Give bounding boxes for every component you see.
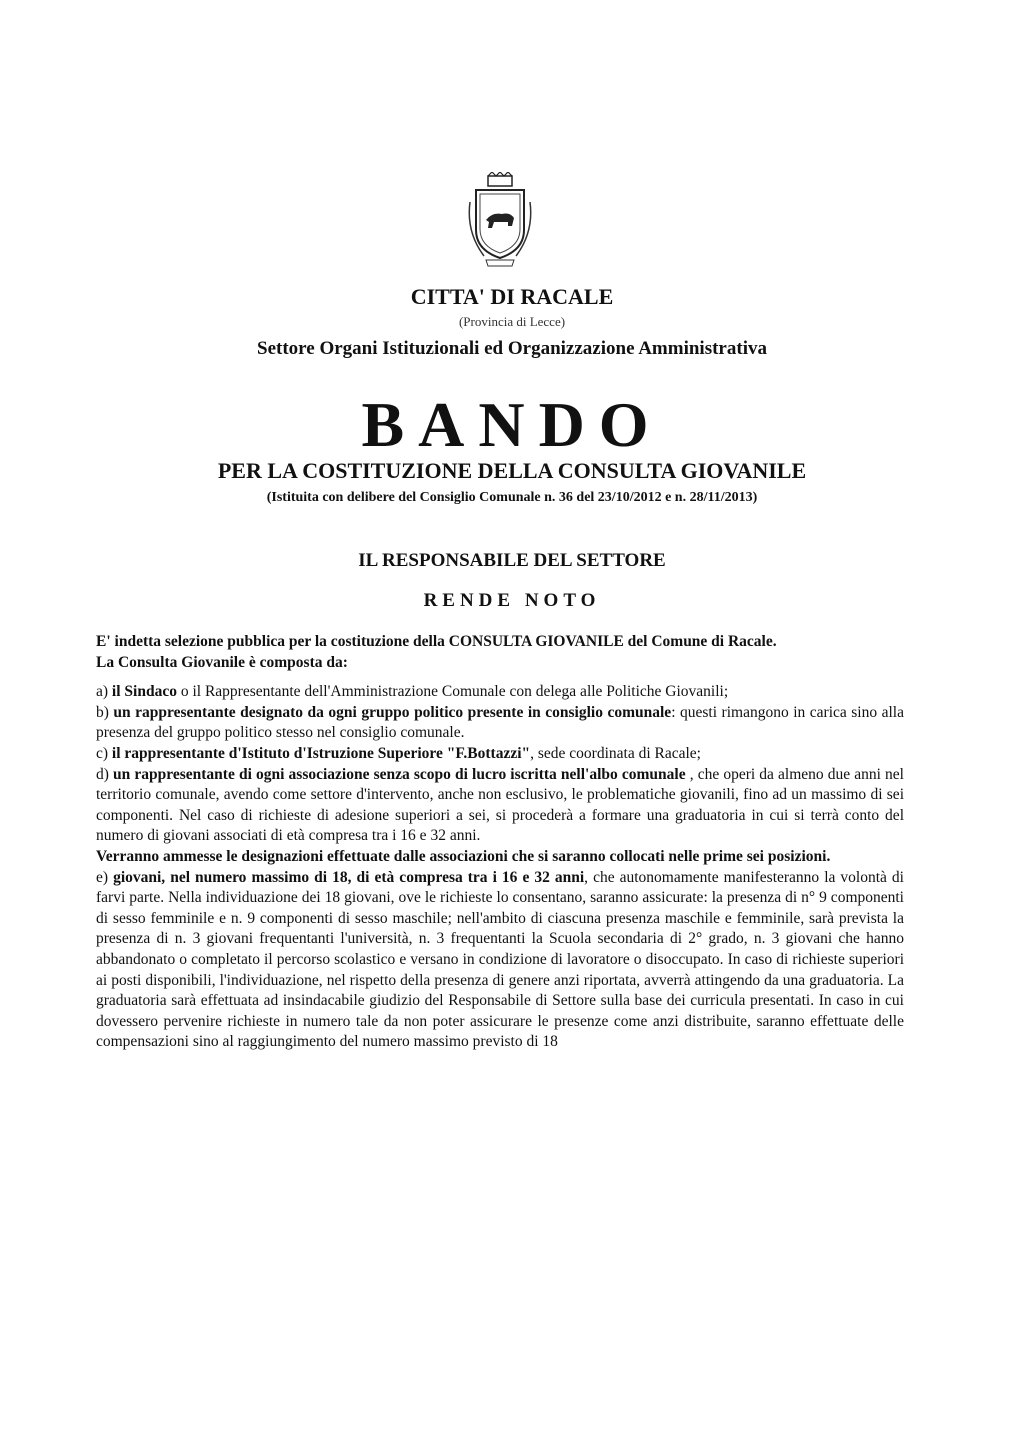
document-subtitle: PER LA COSTITUZIONE DELLA CONSULTA GIOVANILE — [217, 458, 807, 483]
sector-name: Settore Organi Istituzionali ed Organizzazione Amministrativa — [257, 338, 767, 359]
list-item-e: e) giovani, nel numero massimo di 18, di età compresa tra i 16 e 32 anni, che autonomamente manifesteranno la volontà di farvi parte. Nella individuazione dei 18 giovani, ove le richieste lo consentano, saranno assicurate: la presenza di n° 9 componenti di sesso femminile e n. 9 componenti di sesso maschile; nell'ambito di ciascuna presenza maschile e femminile, sarà prevista la presenza di n. 3 giovani frequentanti l'università, n. 3 frequentanti la Scuola secondaria di 2° grado, n. 3 giovani che hanno abbandonato o completato il percorso scolastico e versano in condizione di lavoratore o disoccupato. In caso di richieste superiori ai posti disponibili, l'individuazione, nel rispetto della presenza di genere anzi riportata, avverrà attingendo da una graduatoria. La graduatoria sarà effettuata ad insindacabile giudizio del Responsabile di Settore sulla base dei curricula presentati. In caso in cui dovessero pervenire richieste in numero tale da non poter assicurare le presenze come anzi distribuite, saranno effettuate delle compensazioni sino al raggiungimento del numero massimo previsto di 18 — [96, 868, 904, 1051]
city-name: CITTA' DI RACALE — [410, 284, 614, 309]
city-crest-icon — [462, 172, 538, 268]
list-item-d: d) un rappresentante di ogni associazione senza scopo di lucro iscritta nell'albo comunale , che operi da almeno due anni nel territorio comunale, avendo come settore d'intervento, anche non esclusivo, le problematiche giovanili, fino ad un massimo di sei componenti. Nel caso di richieste di adesione superiori a sei, si procederà a formare una graduatoria in cui si terrà conto del numero di giovani associati di età compresa tra i 16 e 32 anni. — [96, 765, 904, 845]
notice-heading: RENDE NOTO — [423, 590, 601, 611]
list-item-a: a) il Sindaco o il Rappresentante dell'Amministrazione Comunale con delega alle Politiche Giovanili; — [96, 683, 729, 701]
deliberation-reference: (Istituita con delibere del Consiglio Comunale n. 36 del 23/10/2012 e n. 28/11/2013) — [266, 490, 758, 505]
document-title: BANDO — [361, 389, 663, 460]
list-item-d-note: Verranno ammesse le designazioni effettuate dalle associazioni che si saranno collocati nelle prime sei posizioni. — [96, 847, 831, 865]
province-name: (Provincia di Lecce) — [458, 314, 566, 329]
list-item-b: b) un rappresentante designato da ogni gruppo politico presente in consiglio comunale: questi rimangono in carica sino alla presenza del gruppo politico stesso nel consiglio comunale. — [96, 703, 904, 742]
responsible-heading: IL RESPONSABILE DEL SETTORE — [358, 550, 666, 571]
list-item-c: c) il rappresentante d'Istituto d'Istruzione Superiore "F.Bottazzi", sede coordinata di Racale; — [96, 744, 701, 762]
intro-paragraph: E' indetta selezione pubblica per la costituzione della CONSULTA GIOVANILE del Comune di Racale. — [96, 633, 777, 650]
document-body — [96, 632, 904, 1053]
composition-heading: La Consulta Giovanile è composta da: — [96, 653, 348, 671]
